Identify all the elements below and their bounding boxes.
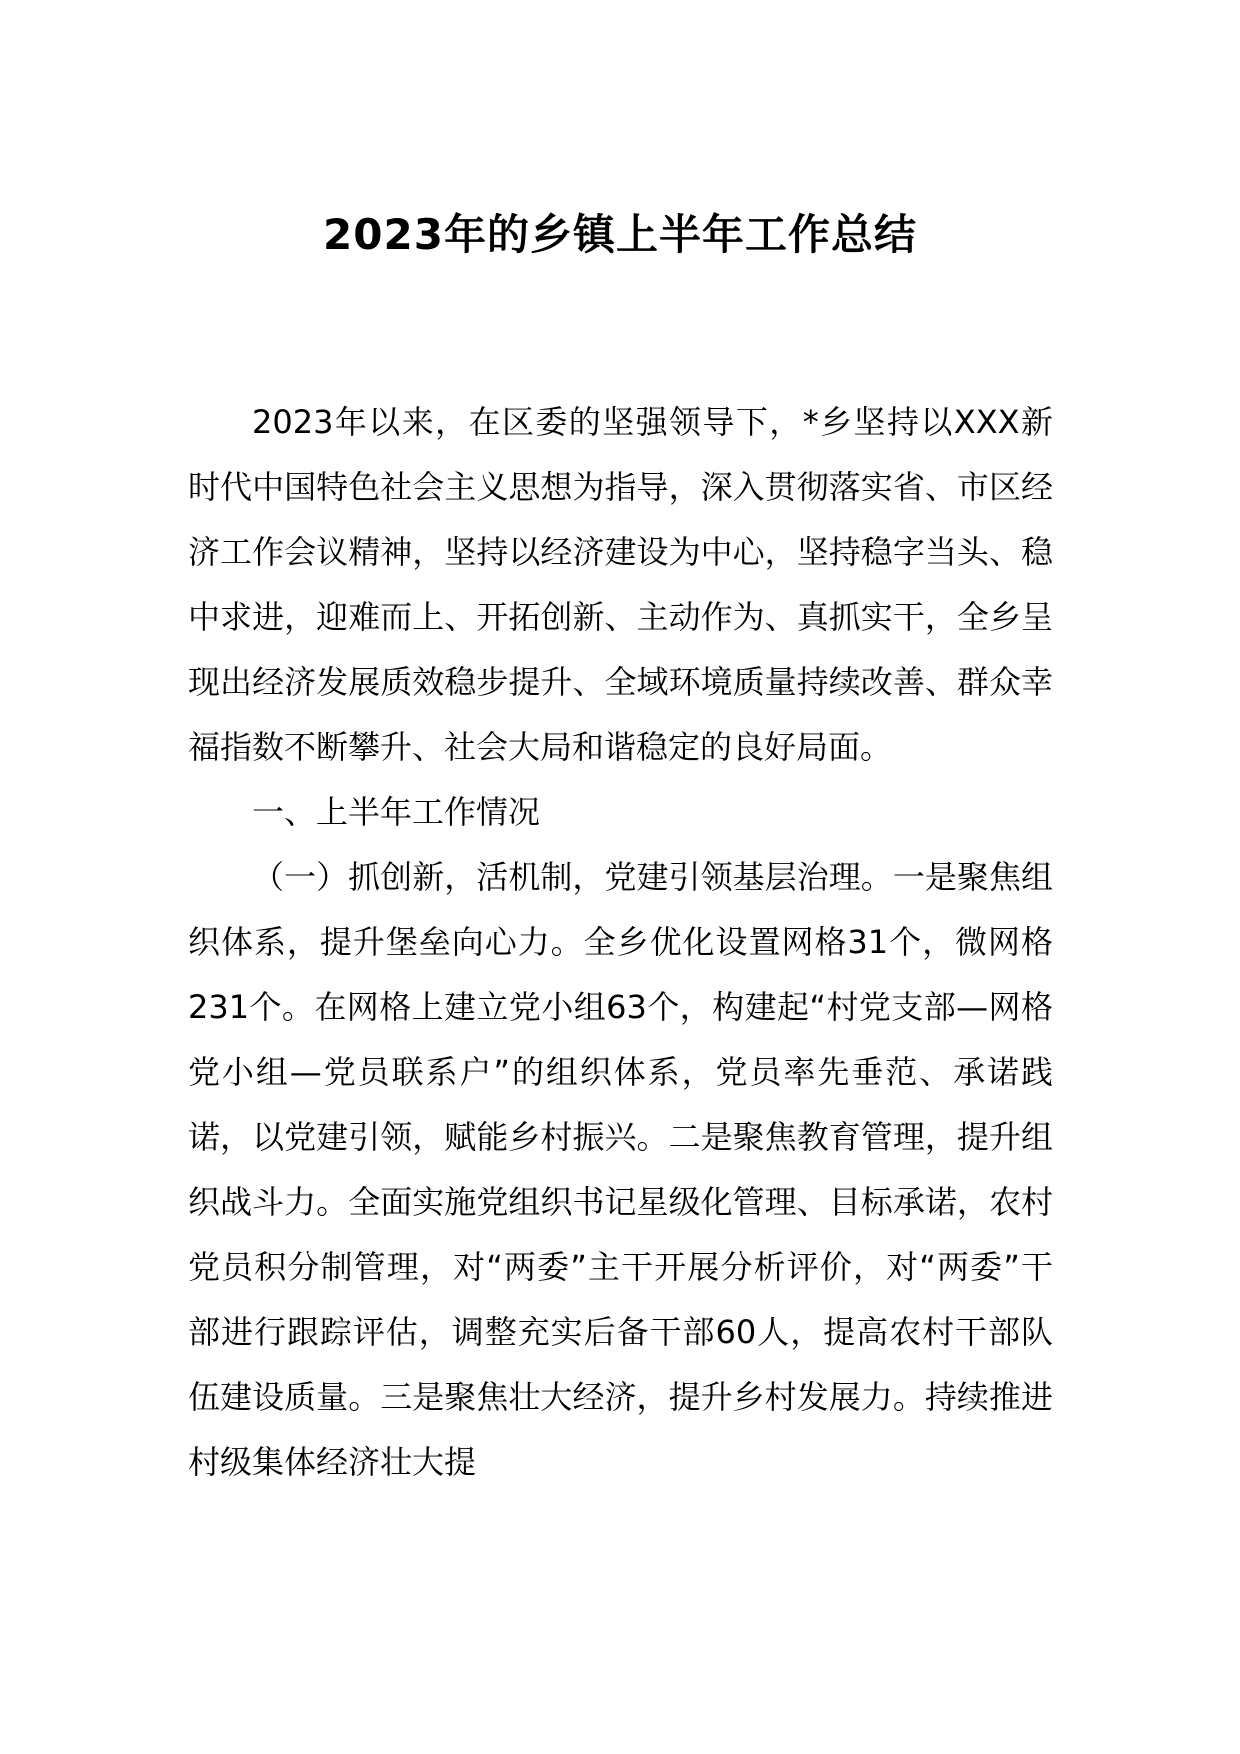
intro-paragraph: 2023年以来，在区委的坚强领导下，*乡坚持以XXX新时代中国特色社会主义思想为指导，深入贯彻落实省、市区经济工作会议精神，坚持以经济建设为中心，坚持稳字当头、稳中求进，迎难而上、开拓创新、主动作为、真抓实干，全乡呈现出经济发展质效稳步提升、全域环境质量持续改善、群众幸福指数不断攀升、社会大局和谐稳定的良好局面。 [188,403,1053,766]
subsection-paragraph: （一）抓创新，活机制，党建引领基层治理。一是聚焦组织体系，提升堡垒向心力。全乡优化设置网格31个，微网格231个。在网格上建立党小组63个，构建起“村党支部—网格党小组—党员联系户”的组织体系，党员率先垂范、承诺践诺，以党建引领，赋能乡村振兴。二是聚焦教育管理，提升组织战斗力。全面实施党组织书记星级化管理、目标承诺，农村党员积分制管理，对“两委”主干开展分析评价，对“两委”干部进行跟踪评估，调整充实后备干部60人，提高农村干部队伍建设质量。三是聚焦壮大经济，提升乡村发展力。持续推进村级集体经济壮大提 [188,858,1053,1481]
section-heading: 一、上半年工作情况 [252,793,541,831]
document-title: 2023年的乡镇上半年工作总结 [323,210,917,259]
document-body [188,390,1053,1495]
